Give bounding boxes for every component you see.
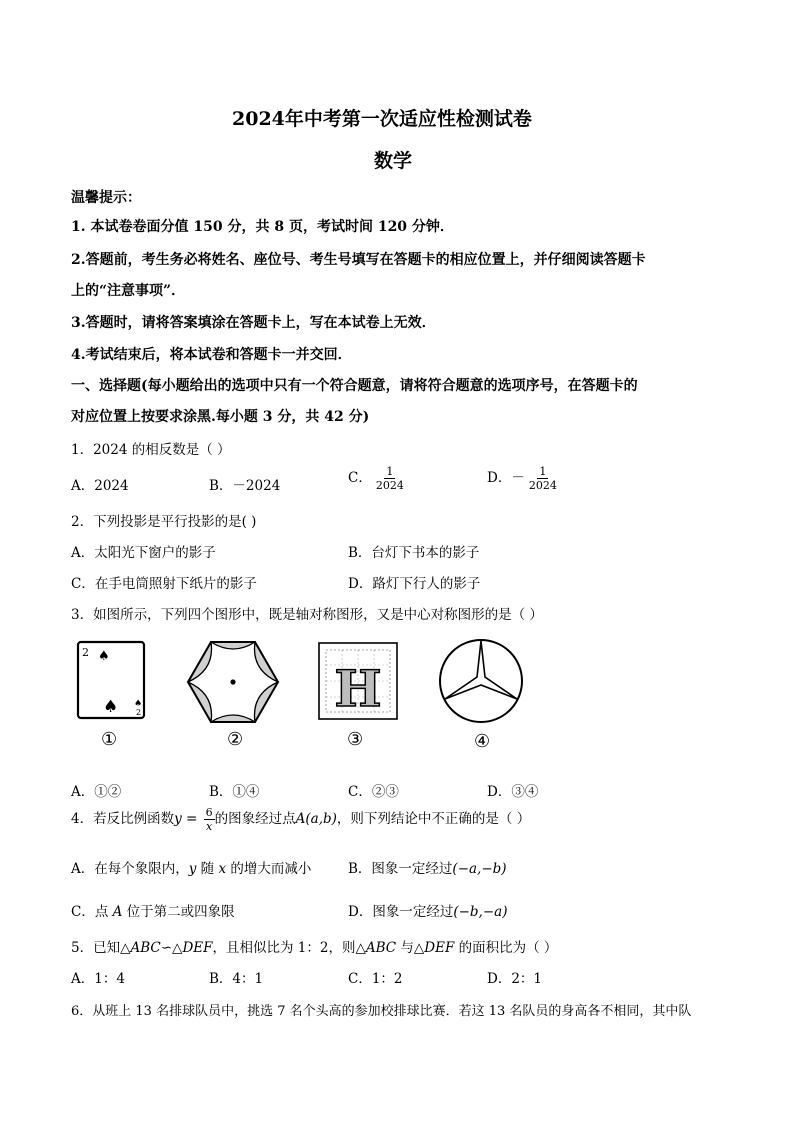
q4-a-suffix: 的增大而减小 (226, 861, 312, 877)
q3-option-a: A．①② (71, 784, 122, 800)
q4-func-eq: = (181, 811, 202, 827)
q4-func-fraction (204, 806, 215, 833)
q1-option-b: B．－2024 (209, 478, 281, 494)
q1-option-a: A．2024 (71, 478, 129, 494)
notice-line-2b: 上的“注意事项”． (71, 283, 186, 299)
q5-option-d: D．2：1 (487, 971, 543, 987)
exam-title: 2024年中考第一次适应性检测试卷 (232, 108, 532, 130)
q1-c-numerator: 1 (386, 465, 394, 478)
q2-stem: 2．下列投影是平行投影的是( ) (71, 514, 257, 530)
q5-abc-2: ABC (365, 940, 397, 956)
q4-option-d (348, 900, 507, 920)
q4-b-point: (−a,−b) (452, 861, 507, 877)
notice-line-2a: 2.答题前，考生务必将姓名、座位号、考生号填写在答题卡的相应位置上，并仔细阅读答题卡 (71, 252, 646, 268)
notice-line-1: 1. 本试卷卷面分值 150 分，共 8 页，考试时间 120 分钟． (71, 219, 454, 235)
q2-option-d: D．路灯下行人的影子 (348, 576, 481, 592)
q4-point: A(a,b) (295, 811, 337, 827)
q4-stem (71, 806, 530, 833)
spade-icon-center: ♠ (103, 697, 119, 717)
card-corner-top: 2 (82, 646, 89, 659)
q5-stem-b: ，且相似比为 1：2，则△ (212, 940, 366, 956)
q4-option-c (71, 900, 235, 920)
notice-heading: 温馨提示： (71, 190, 141, 206)
hexagon-center-dot (230, 679, 235, 684)
q4-func-numerator: 6 (205, 806, 213, 819)
q3-figure-4-star-circle (437, 637, 525, 725)
q5-stem-d: 的面积比为（ ） (454, 940, 558, 956)
q3-figure-4-label: ④ (474, 731, 491, 752)
q5-similar-sign: ∽△ (160, 940, 183, 956)
subject-title: 数学 (374, 150, 413, 172)
q4-option-b (348, 857, 507, 877)
section-heading-line-2: 对应位置上按要求涂黑.每小题 3 分，共 42 分) (71, 409, 370, 425)
q1-d-denominator: 2024 (528, 479, 557, 492)
q2-option-c: C．在手电筒照射下纸片的影子 (71, 576, 257, 592)
q5-def-1: DEF (182, 940, 213, 956)
q1-option-d (487, 465, 559, 492)
q5-option-c: C．1：2 (348, 971, 403, 987)
q4-d-prefix: D．图象一定经过 (348, 904, 454, 920)
q1-c-denominator: 2024 (375, 479, 404, 492)
q1-option-d-prefix: D．－ (487, 470, 525, 486)
h-letter: H (334, 659, 382, 718)
q3-option-c: C．②③ (348, 784, 399, 800)
q3-option-d: D．③④ (487, 784, 539, 800)
q4-option-a (71, 857, 311, 877)
q4-stem-a: 4．若反比例函数 (71, 811, 175, 827)
q1-option-c (348, 465, 406, 492)
q6-stem: 6．从班上 13 名排球队员中，挑选 7 名个头高的参加校排球比赛．若这 13 名队员的身高各不相同，其中队 (71, 1004, 692, 1019)
q1-option-d-fraction (527, 465, 559, 492)
q4-func-denominator: x (206, 820, 213, 833)
q5-def-2: DEF (424, 940, 455, 956)
q3-figure-1-card (76, 640, 148, 722)
q4-a-y: y (188, 861, 197, 877)
q3-option-b: B．①④ (209, 784, 260, 800)
q4-a-prefix: A．在每个象限内， (71, 861, 189, 877)
q3-figure-3-label: ③ (347, 729, 364, 750)
q5-stem (71, 936, 557, 956)
q1-option-c-fraction (374, 465, 406, 492)
q3-figure-3-letter-h (318, 642, 400, 722)
q3-figure-1-label: ① (101, 729, 118, 750)
q4-a-mid: 随 (196, 861, 219, 877)
q5-stem-a: 5．已知△ (71, 940, 131, 956)
q1-d-numerator: 1 (539, 465, 547, 478)
q3-figure-2-label: ② (227, 729, 244, 750)
notice-line-4: 4.考试结束后，将本试卷和答题卡一并交回． (71, 347, 352, 363)
q3-figure-2-hexagon (185, 640, 281, 724)
q5-stem-c: 与△ (396, 940, 425, 956)
q4-stem-b: 的图象经过点 (214, 811, 296, 827)
q4-stem-c: ，则下列结论中不正确的是（ ） (336, 811, 531, 827)
q4-d-point: (−b,−a) (453, 904, 508, 920)
q3-stem: 3．如图所示，下列四个图形中，既是轴对称图形，又是中心对称图形的是（ ） (71, 607, 543, 623)
q4-func-y: y (174, 811, 182, 827)
q2-option-a: A．太阳光下窗户的影子 (71, 545, 216, 561)
q4-c-prefix: C．点 (71, 904, 113, 920)
q2-option-b: B．台灯下书本的影子 (348, 545, 480, 561)
q1-option-c-prefix: C． (348, 470, 372, 486)
q4-c-suffix: 位于第二或四象限 (122, 904, 235, 920)
q4-b-prefix: B．图象一定经过 (348, 861, 453, 877)
section-heading-line-1: 一、选择题(每小题给出的选项中只有一个符合题意，请将符合题意的选项序号，在答题卡的 (71, 378, 638, 394)
spade-icon-top: ♠ (98, 649, 110, 664)
q4-a-x: x (218, 861, 227, 877)
notice-line-3: 3.答题时，请将答案填涂在答题卡上，写在本试卷上无效． (71, 315, 436, 331)
q4-c-point-a: A (112, 904, 123, 920)
q5-abc-1: ABC (130, 940, 161, 956)
q5-option-a: A．1：4 (71, 971, 125, 987)
q5-option-b: B．4：1 (209, 971, 264, 987)
q1-stem: 1．2024 的相反数是（ ） (71, 442, 231, 458)
card-corner-bottom: 2 (136, 708, 142, 717)
spade-icon-bottom: ♠ (134, 699, 143, 709)
